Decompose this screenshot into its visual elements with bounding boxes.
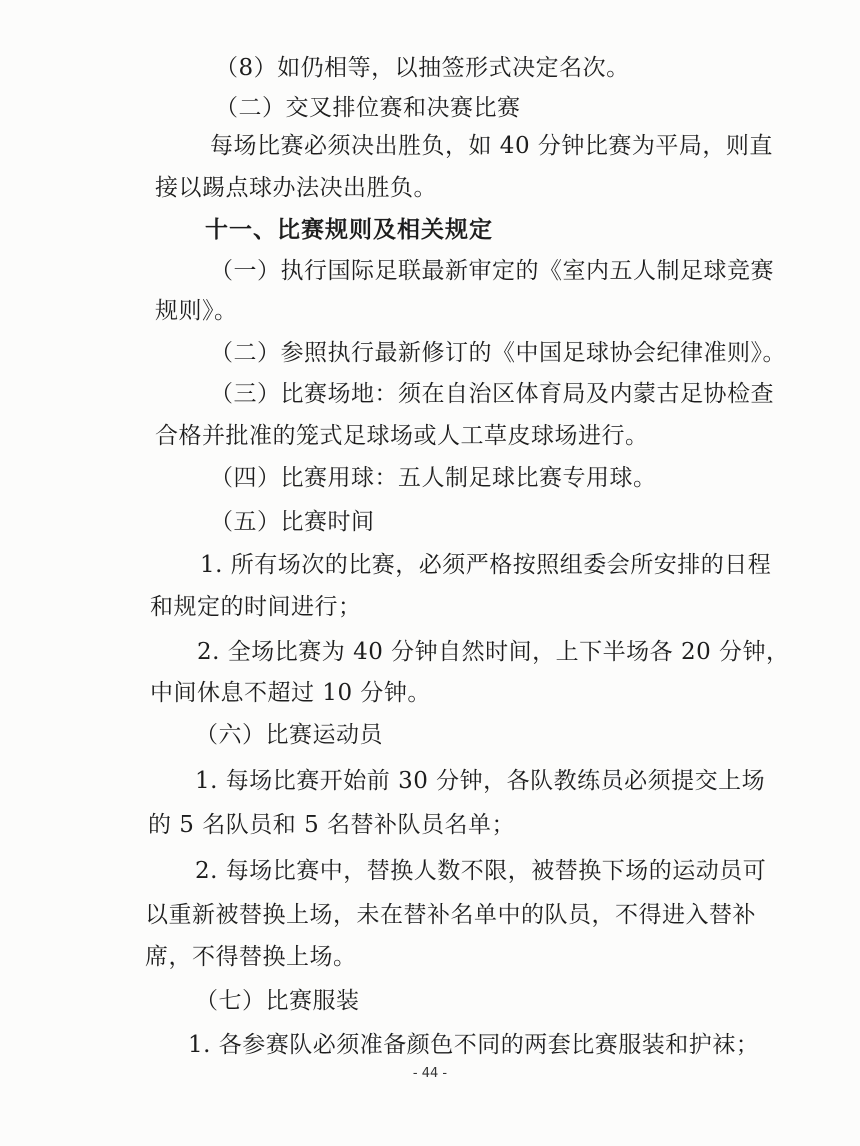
text-line: 1. 每场比赛开始前 30 分钟，各队教练员必须提交上场	[195, 768, 766, 794]
chapter-heading: 十一、比赛规则及相关规定	[205, 217, 493, 243]
section-heading: （五）比赛时间	[210, 509, 375, 535]
text-line: 合格并批准的笼式足球场或人工草皮球场进行。	[155, 423, 649, 449]
text-line: 2. 每场比赛中，替换人数不限，被替换下场的运动员可	[195, 858, 767, 884]
text-line: （一）执行国际足联最新审定的《室内五人制足球竞赛	[210, 258, 774, 284]
text-line: 规则》。	[155, 298, 238, 324]
page-number: - 44 -	[412, 1066, 448, 1081]
text-line: 2. 全场比赛为 40 分钟自然时间，上下半场各 20 分钟，	[197, 639, 790, 665]
text-line: 席，不得替换上场。	[145, 944, 357, 970]
section-heading: （六）比赛运动员	[195, 722, 383, 748]
section-heading: （二）交叉排位赛和决赛比赛	[215, 95, 521, 121]
text-line: 中间休息不超过 10 分钟。	[150, 680, 431, 706]
text-line: （三）比赛场地：须在自治区体育局及内蒙古足协检查	[210, 381, 774, 407]
text-line: 1. 所有场次的比赛，必须严格按照组委会所安排的日程	[200, 552, 772, 578]
section-heading: （七）比赛服装	[195, 988, 360, 1014]
text-line: （8）如仍相等，以抽签形式决定名次。	[215, 55, 630, 81]
text-line: 接以踢点球办法决出胜负。	[155, 175, 437, 201]
text-line: 1. 各参赛队必须准备颜色不同的两套比赛服装和护袜；	[188, 1032, 760, 1058]
text-line: 每场比赛必须决出胜负，如 40 分钟比赛为平局，则直	[210, 133, 773, 159]
text-line: 的 5 名队员和 5 名替补队员名单；	[148, 812, 516, 838]
text-line: （四）比赛用球：五人制足球比赛专用球。	[210, 465, 657, 491]
text-line: 以重新被替换上场，未在替补名单中的队员，不得进入替补	[145, 902, 756, 928]
text-line: （二）参照执行最新修订的《中国足球协会纪律准则》。	[210, 340, 786, 366]
text-line: 和规定的时间进行；	[150, 594, 362, 620]
